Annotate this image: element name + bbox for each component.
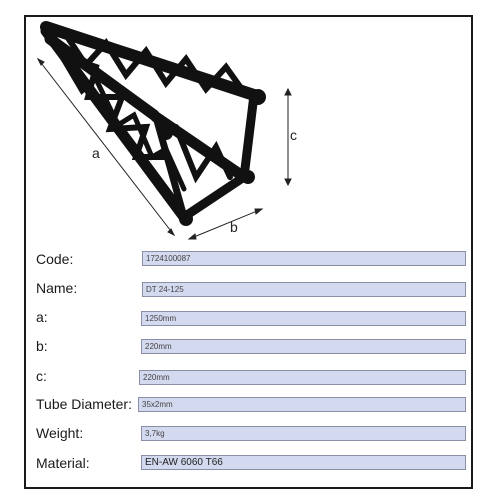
- weight-field[interactable]: 3,7kg: [141, 426, 466, 441]
- spec-sheet: [24, 15, 473, 489]
- truss-drawing: [26, 17, 475, 253]
- truss-illustration: [46, 27, 266, 226]
- field-row-weight: [26, 423, 475, 447]
- field-row-a: [26, 307, 475, 331]
- name-field[interactable]: DT 24-125: [142, 282, 466, 297]
- field-row-b: [26, 336, 475, 360]
- field-row-name: [26, 278, 475, 302]
- field-label: Code:: [36, 251, 74, 267]
- a-field[interactable]: 1250mm: [141, 311, 466, 326]
- material-field[interactable]: EN-AW 6060 T66: [141, 455, 466, 470]
- field-row-material: [26, 453, 475, 477]
- field-row-c: [26, 366, 475, 390]
- field-label: Material:: [36, 455, 90, 471]
- dimension-c-label: c: [290, 127, 297, 143]
- dimension-b-label: b: [230, 219, 238, 235]
- code-field[interactable]: 1724100087: [142, 251, 466, 266]
- field-row-tube-diameter: [26, 394, 475, 418]
- dimension-a-label: a: [92, 145, 100, 161]
- field-label: Tube Diameter:: [36, 396, 132, 412]
- field-label: a:: [36, 309, 48, 325]
- b-field[interactable]: 220mm: [141, 339, 466, 354]
- field-label: c:: [36, 368, 47, 384]
- field-label: b:: [36, 338, 48, 354]
- field-label: Weight:: [36, 425, 84, 441]
- tube-diameter-field[interactable]: 35x2mm: [138, 397, 466, 412]
- field-label: Name:: [36, 280, 78, 296]
- c-field[interactable]: 220mm: [139, 370, 466, 385]
- field-row-code: [26, 249, 475, 273]
